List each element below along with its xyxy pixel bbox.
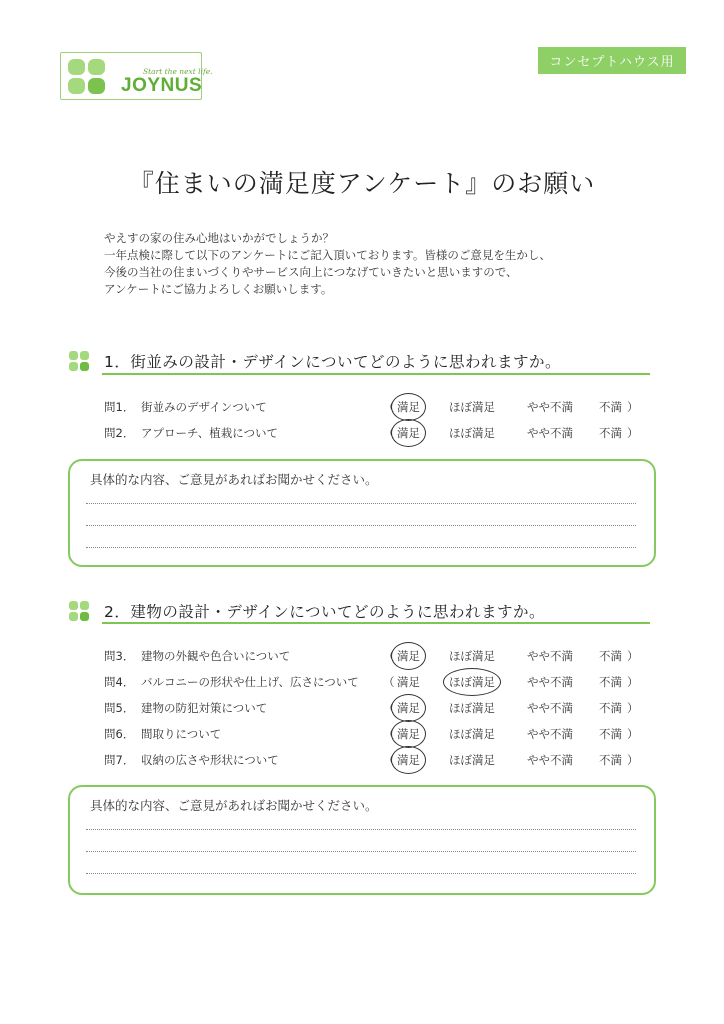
paren-close: ） xyxy=(627,400,639,414)
section-1-rule xyxy=(102,373,650,375)
option-mostly-satisfied[interactable]: ほぼ満足 xyxy=(449,701,495,715)
comment-line xyxy=(86,829,636,830)
paren-open: （ xyxy=(383,675,395,689)
clover-icon xyxy=(67,58,107,96)
option-dissatisfied[interactable]: 不満 xyxy=(599,701,622,715)
question-number: 問5． xyxy=(104,701,135,715)
option-mostly-satisfied[interactable]: ほぼ満足 xyxy=(449,649,495,663)
comment-line xyxy=(86,503,636,504)
concept-house-badge: コンセプトハウス用 xyxy=(538,47,686,74)
option-satisfied-selected[interactable]: 満足 xyxy=(397,649,420,663)
question-row xyxy=(0,672,724,692)
intro-line: アンケートにご協力よろしくお願いします。 xyxy=(104,282,333,296)
paren-open: （ xyxy=(383,701,395,715)
question-number: 問1． xyxy=(104,400,135,414)
intro-line: 一年点検に際して以下のアンケートにご記入頂いております。皆様のご意見を生かし、 xyxy=(104,248,551,262)
option-dissatisfied[interactable]: 不満 xyxy=(599,675,622,689)
comment-box[interactable] xyxy=(68,459,656,567)
question-number: 問3． xyxy=(104,649,135,663)
question-row xyxy=(0,397,724,417)
comment-line xyxy=(86,525,636,526)
section-2-heading: 2．建物の設計・デザインについてどのように思われますか。 xyxy=(104,603,545,621)
comment-label: 具体的な内容、ご意見があればお聞かせください。 xyxy=(90,472,378,487)
option-satisfied[interactable]: 満足 xyxy=(397,675,420,689)
intro-line: 今後の当社の住まいづくりやサービス向上につなげていきたいと思いますので、 xyxy=(104,265,518,279)
question-text: 建物の外観や色合いについて xyxy=(141,649,291,663)
company-logo xyxy=(60,52,213,100)
option-satisfied-selected[interactable]: 満足 xyxy=(397,400,420,414)
question-row xyxy=(0,698,724,718)
intro-text xyxy=(104,230,551,298)
option-satisfied-selected[interactable]: 満足 xyxy=(397,701,420,715)
option-somewhat-dissatisfied[interactable]: やや不満 xyxy=(527,400,573,414)
question-text: 街並みのデザインついて xyxy=(141,400,267,414)
paren-close: ） xyxy=(627,675,639,689)
question-row xyxy=(0,423,724,443)
option-satisfied-selected[interactable]: 満足 xyxy=(397,753,420,767)
paren-open: （ xyxy=(383,753,395,767)
paren-close: ） xyxy=(627,753,639,767)
paren-open: （ xyxy=(383,426,395,440)
logo-tagline: Start the next life. xyxy=(143,67,213,76)
question-number: 問2． xyxy=(104,426,135,440)
question-text: バルコニーの形状や仕上げ、広さについて xyxy=(141,675,359,689)
option-somewhat-dissatisfied[interactable]: やや不満 xyxy=(527,727,573,741)
option-satisfied-selected[interactable]: 満足 xyxy=(397,426,420,440)
option-somewhat-dissatisfied[interactable]: やや不満 xyxy=(527,753,573,767)
question-number: 問7． xyxy=(104,753,135,767)
question-text: 間取りについて xyxy=(141,727,222,741)
comment-line xyxy=(86,547,636,548)
comment-label: 具体的な内容、ご意見があればお聞かせください。 xyxy=(90,798,378,813)
option-satisfied-selected[interactable]: 満足 xyxy=(397,727,420,741)
option-dissatisfied[interactable]: 不満 xyxy=(599,727,622,741)
option-mostly-satisfied[interactable]: ほぼ満足 xyxy=(449,753,495,767)
comment-line xyxy=(86,851,636,852)
question-number: 問6． xyxy=(104,727,135,741)
option-somewhat-dissatisfied[interactable]: やや不満 xyxy=(527,649,573,663)
section-1-heading: 1．街並みの設計・デザインについてどのように思われますか。 xyxy=(104,353,561,371)
comment-line xyxy=(86,873,636,874)
option-somewhat-dissatisfied[interactable]: やや不満 xyxy=(527,701,573,715)
option-somewhat-dissatisfied[interactable]: やや不満 xyxy=(527,675,573,689)
question-text: 収納の広さや形状について xyxy=(141,753,279,767)
option-dissatisfied[interactable]: 不満 xyxy=(599,649,622,663)
section-2-rule xyxy=(102,622,650,624)
option-mostly-satisfied-selected[interactable]: ほぼ満足 xyxy=(449,675,495,689)
paren-open: （ xyxy=(383,400,395,414)
paren-close: ） xyxy=(627,701,639,715)
question-row xyxy=(0,724,724,744)
option-somewhat-dissatisfied[interactable]: やや不満 xyxy=(527,426,573,440)
question-text: 建物の防犯対策について xyxy=(141,701,268,715)
section-clover-icon xyxy=(68,350,90,372)
option-mostly-satisfied[interactable]: ほぼ満足 xyxy=(449,400,495,414)
logo-brand: JOYNUS xyxy=(121,75,203,96)
paren-open: （ xyxy=(383,649,395,663)
intro-line: やえすの家の住み心地はいかがでしょうか？ xyxy=(104,231,334,245)
option-mostly-satisfied[interactable]: ほぼ満足 xyxy=(449,727,495,741)
option-mostly-satisfied[interactable]: ほぼ満足 xyxy=(449,426,495,440)
option-dissatisfied[interactable]: 不満 xyxy=(599,753,622,767)
paren-open: （ xyxy=(383,727,395,741)
section-clover-icon xyxy=(68,600,90,622)
option-dissatisfied[interactable]: 不満 xyxy=(599,426,622,440)
paren-close: ） xyxy=(627,727,639,741)
question-row xyxy=(0,646,724,666)
paren-close: ） xyxy=(627,426,639,440)
option-dissatisfied[interactable]: 不満 xyxy=(599,400,622,414)
question-text: アプローチ、植栽について xyxy=(141,426,278,440)
question-number: 問4． xyxy=(104,675,135,689)
comment-box[interactable] xyxy=(68,785,656,895)
question-row xyxy=(0,750,724,770)
page-title: 『住まいの満足度アンケート』のお願い xyxy=(128,169,596,198)
paren-close: ） xyxy=(627,649,639,663)
